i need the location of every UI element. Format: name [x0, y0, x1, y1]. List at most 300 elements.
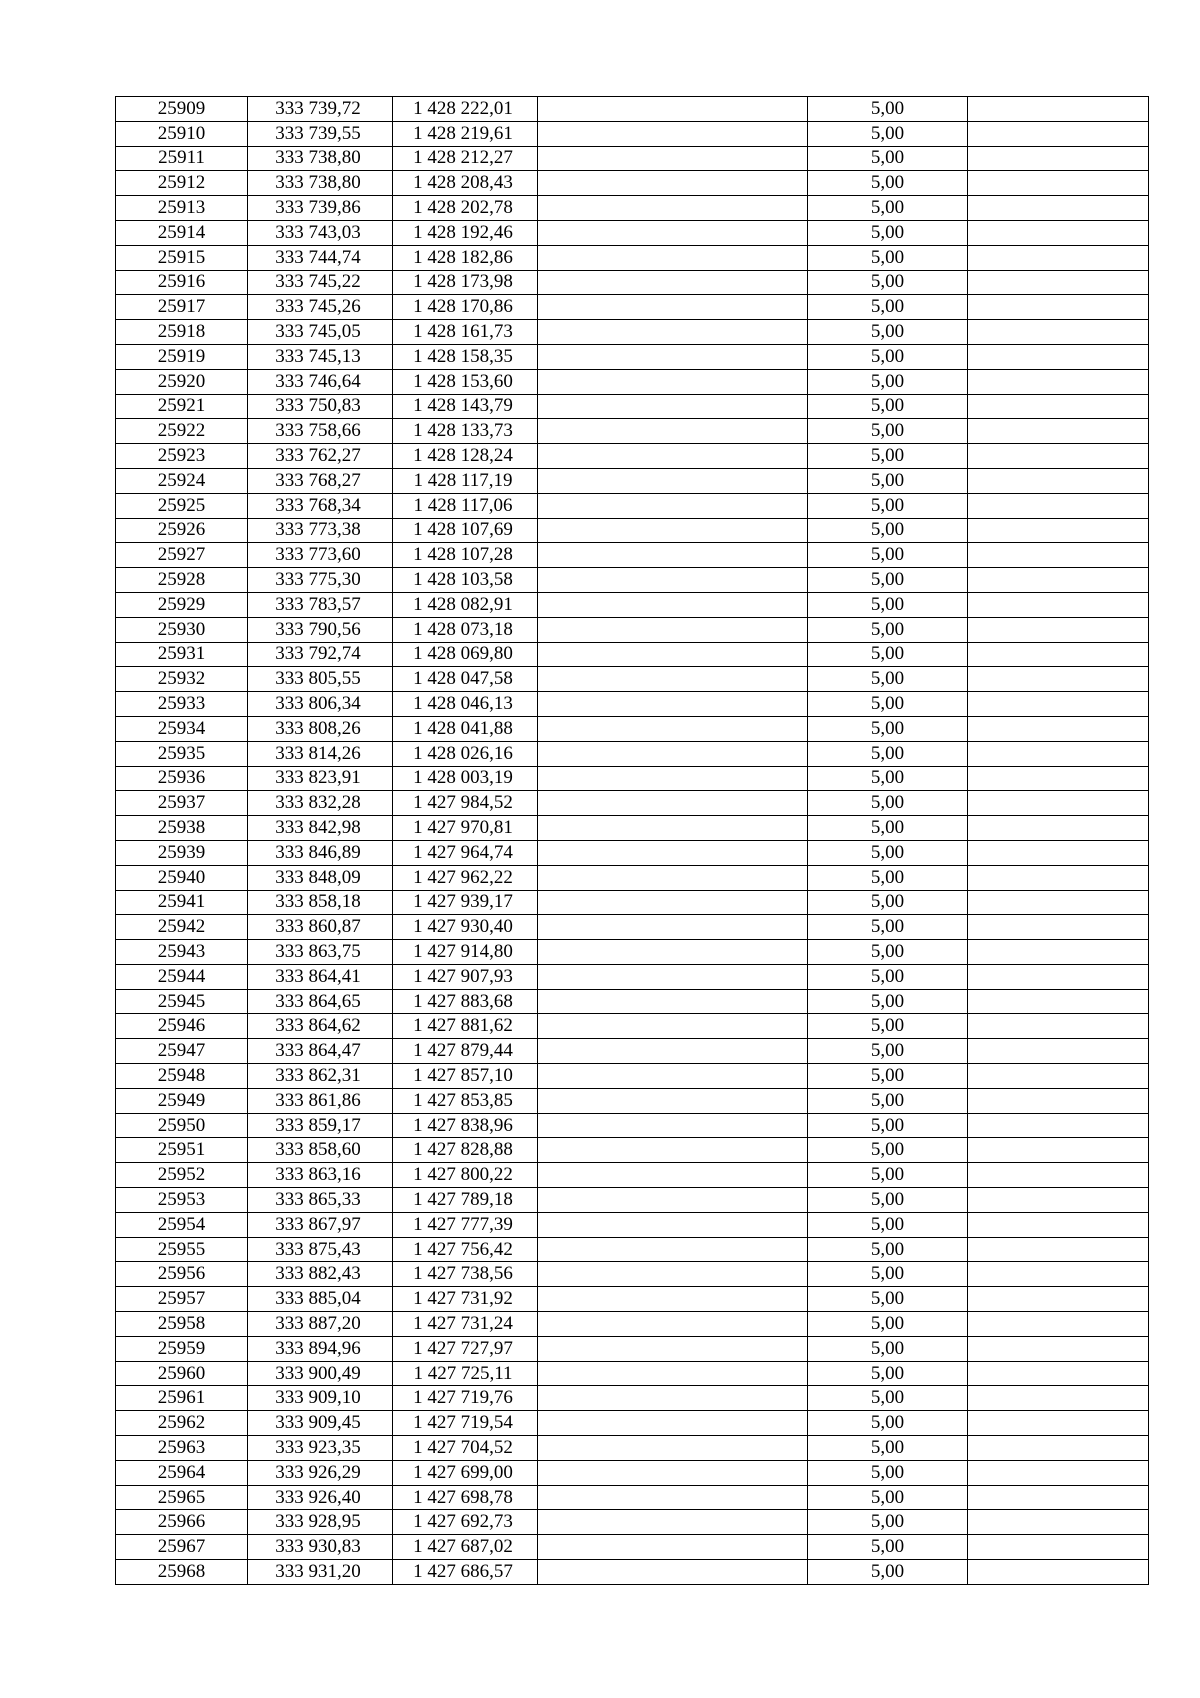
coordinate-x-cell: 1 428 208,43: [393, 171, 538, 196]
coordinate-y-cell: 333 928,95: [248, 1510, 393, 1535]
coordinate-y-cell: 333 745,05: [248, 320, 393, 345]
empty-cell: [538, 989, 808, 1014]
point-number-cell: 25929: [116, 592, 248, 617]
value-cell: 5,00: [808, 171, 968, 196]
coordinate-y-cell: 333 894,96: [248, 1336, 393, 1361]
coordinate-x-cell: 1 427 881,62: [393, 1014, 538, 1039]
empty-cell: [968, 1336, 1149, 1361]
coordinate-y-cell: 333 745,13: [248, 344, 393, 369]
empty-cell: [968, 1436, 1149, 1461]
value-cell: 5,00: [808, 97, 968, 122]
point-number-cell: 25915: [116, 245, 248, 270]
point-number-cell: 25934: [116, 716, 248, 741]
empty-cell: [538, 716, 808, 741]
value-cell: 5,00: [808, 1510, 968, 1535]
empty-cell: [968, 692, 1149, 717]
empty-cell: [968, 394, 1149, 419]
coordinate-x-cell: 1 428 173,98: [393, 270, 538, 295]
coordinate-y-cell: 333 758,66: [248, 419, 393, 444]
coordinate-x-cell: 1 427 962,22: [393, 865, 538, 890]
empty-cell: [538, 1039, 808, 1064]
table-row: [116, 1014, 1149, 1039]
empty-cell: [538, 1188, 808, 1213]
empty-cell: [538, 1163, 808, 1188]
value-cell: 5,00: [808, 1138, 968, 1163]
coordinate-x-cell: 1 427 907,93: [393, 964, 538, 989]
value-cell: 5,00: [808, 1535, 968, 1560]
coordinate-x-cell: 1 428 170,86: [393, 295, 538, 320]
empty-cell: [538, 642, 808, 667]
coordinate-x-cell: 1 428 073,18: [393, 617, 538, 642]
point-number-cell: 25935: [116, 741, 248, 766]
coordinate-x-cell: 1 428 192,46: [393, 220, 538, 245]
coordinate-x-cell: 1 427 725,11: [393, 1361, 538, 1386]
value-cell: 5,00: [808, 1163, 968, 1188]
point-number-cell: 25917: [116, 295, 248, 320]
table-body: [116, 97, 1149, 1585]
empty-cell: [538, 369, 808, 394]
empty-cell: [968, 716, 1149, 741]
table-row: [116, 270, 1149, 295]
empty-cell: [538, 344, 808, 369]
empty-cell: [538, 146, 808, 171]
empty-cell: [538, 1088, 808, 1113]
point-number-cell: 25960: [116, 1361, 248, 1386]
empty-cell: [538, 568, 808, 593]
empty-cell: [538, 1510, 808, 1535]
coordinate-y-cell: 333 848,09: [248, 865, 393, 890]
empty-cell: [538, 1336, 808, 1361]
coordinates-table: [115, 96, 1149, 1585]
empty-cell: [968, 1064, 1149, 1089]
coordinate-y-cell: 333 926,40: [248, 1485, 393, 1510]
coordinate-x-cell: 1 428 046,13: [393, 692, 538, 717]
empty-cell: [538, 741, 808, 766]
value-cell: 5,00: [808, 568, 968, 593]
value-cell: 5,00: [808, 419, 968, 444]
empty-cell: [538, 320, 808, 345]
value-cell: 5,00: [808, 642, 968, 667]
coordinate-y-cell: 333 775,30: [248, 568, 393, 593]
table-row: [116, 245, 1149, 270]
empty-cell: [968, 915, 1149, 940]
coordinate-x-cell: 1 427 687,02: [393, 1535, 538, 1560]
value-cell: 5,00: [808, 667, 968, 692]
empty-cell: [968, 791, 1149, 816]
point-number-cell: 25909: [116, 97, 248, 122]
value-cell: 5,00: [808, 1262, 968, 1287]
empty-cell: [538, 196, 808, 221]
coordinate-x-cell: 1 428 212,27: [393, 146, 538, 171]
coordinate-x-cell: 1 427 727,97: [393, 1336, 538, 1361]
coordinate-x-cell: 1 428 219,61: [393, 121, 538, 146]
table-row: [116, 592, 1149, 617]
coordinate-y-cell: 333 773,38: [248, 518, 393, 543]
coordinate-x-cell: 1 427 838,96: [393, 1113, 538, 1138]
value-cell: 5,00: [808, 518, 968, 543]
value-cell: 5,00: [808, 543, 968, 568]
empty-cell: [538, 1014, 808, 1039]
point-number-cell: 25951: [116, 1138, 248, 1163]
value-cell: 5,00: [808, 692, 968, 717]
empty-cell: [968, 444, 1149, 469]
point-number-cell: 25940: [116, 865, 248, 890]
table-row: [116, 444, 1149, 469]
table-row: [116, 667, 1149, 692]
empty-cell: [968, 1014, 1149, 1039]
empty-cell: [968, 171, 1149, 196]
empty-cell: [968, 295, 1149, 320]
table-row: [116, 171, 1149, 196]
value-cell: 5,00: [808, 766, 968, 791]
empty-cell: [968, 1312, 1149, 1337]
empty-cell: [538, 419, 808, 444]
coordinate-x-cell: 1 428 182,86: [393, 245, 538, 270]
coordinate-x-cell: 1 428 153,60: [393, 369, 538, 394]
table-row: [116, 1039, 1149, 1064]
value-cell: 5,00: [808, 369, 968, 394]
empty-cell: [968, 1212, 1149, 1237]
point-number-cell: 25925: [116, 493, 248, 518]
coordinate-x-cell: 1 427 692,73: [393, 1510, 538, 1535]
point-number-cell: 25949: [116, 1088, 248, 1113]
table-row: [116, 741, 1149, 766]
empty-cell: [538, 468, 808, 493]
point-number-cell: 25910: [116, 121, 248, 146]
value-cell: 5,00: [808, 989, 968, 1014]
coordinate-y-cell: 333 806,34: [248, 692, 393, 717]
coordinate-x-cell: 1 428 103,58: [393, 568, 538, 593]
empty-cell: [968, 840, 1149, 865]
value-cell: 5,00: [808, 1237, 968, 1262]
point-number-cell: 25939: [116, 840, 248, 865]
coordinate-y-cell: 333 882,43: [248, 1262, 393, 1287]
point-number-cell: 25952: [116, 1163, 248, 1188]
empty-cell: [968, 667, 1149, 692]
empty-cell: [968, 419, 1149, 444]
empty-cell: [538, 1113, 808, 1138]
empty-cell: [968, 642, 1149, 667]
table-row: [116, 121, 1149, 146]
empty-cell: [538, 493, 808, 518]
empty-cell: [968, 1287, 1149, 1312]
coordinate-x-cell: 1 427 939,17: [393, 890, 538, 915]
coordinate-x-cell: 1 428 161,73: [393, 320, 538, 345]
table-row: [116, 766, 1149, 791]
value-cell: 5,00: [808, 493, 968, 518]
empty-cell: [968, 1535, 1149, 1560]
coordinate-y-cell: 333 773,60: [248, 543, 393, 568]
empty-cell: [968, 592, 1149, 617]
empty-cell: [538, 1237, 808, 1262]
empty-cell: [538, 518, 808, 543]
point-number-cell: 25942: [116, 915, 248, 940]
empty-cell: [538, 444, 808, 469]
table-row: [116, 493, 1149, 518]
table-row: [116, 692, 1149, 717]
coordinate-x-cell: 1 427 719,54: [393, 1411, 538, 1436]
coordinate-y-cell: 333 768,27: [248, 468, 393, 493]
empty-cell: [538, 220, 808, 245]
coordinate-y-cell: 333 863,16: [248, 1163, 393, 1188]
empty-cell: [538, 1535, 808, 1560]
coordinate-x-cell: 1 427 853,85: [393, 1088, 538, 1113]
value-cell: 5,00: [808, 592, 968, 617]
coordinate-x-cell: 1 427 698,78: [393, 1485, 538, 1510]
table-row: [116, 518, 1149, 543]
empty-cell: [538, 766, 808, 791]
table-row: [116, 840, 1149, 865]
table-row: [116, 1460, 1149, 1485]
table-row: [116, 989, 1149, 1014]
table-row: [116, 146, 1149, 171]
table-row: [116, 940, 1149, 965]
point-number-cell: 25954: [116, 1212, 248, 1237]
coordinate-y-cell: 333 865,33: [248, 1188, 393, 1213]
coordinate-x-cell: 1 428 082,91: [393, 592, 538, 617]
coordinate-x-cell: 1 427 731,92: [393, 1287, 538, 1312]
table-row: [116, 791, 1149, 816]
value-cell: 5,00: [808, 1212, 968, 1237]
point-number-cell: 25956: [116, 1262, 248, 1287]
empty-cell: [538, 865, 808, 890]
table-row: [116, 1088, 1149, 1113]
table-row: [116, 1560, 1149, 1585]
empty-cell: [538, 543, 808, 568]
point-number-cell: 25924: [116, 468, 248, 493]
empty-cell: [968, 196, 1149, 221]
coordinate-x-cell: 1 428 222,01: [393, 97, 538, 122]
empty-cell: [968, 741, 1149, 766]
value-cell: 5,00: [808, 1386, 968, 1411]
coordinate-x-cell: 1 427 800,22: [393, 1163, 538, 1188]
value-cell: 5,00: [808, 1485, 968, 1510]
coordinate-x-cell: 1 427 879,44: [393, 1039, 538, 1064]
coordinate-y-cell: 333 832,28: [248, 791, 393, 816]
point-number-cell: 25965: [116, 1485, 248, 1510]
coordinate-y-cell: 333 743,03: [248, 220, 393, 245]
empty-cell: [968, 518, 1149, 543]
coordinate-y-cell: 333 860,87: [248, 915, 393, 940]
coordinate-y-cell: 333 783,57: [248, 592, 393, 617]
table-row: [116, 1064, 1149, 1089]
table-row: [116, 1287, 1149, 1312]
coordinate-y-cell: 333 738,80: [248, 171, 393, 196]
coordinate-y-cell: 333 864,47: [248, 1039, 393, 1064]
value-cell: 5,00: [808, 1014, 968, 1039]
table-row: [116, 1386, 1149, 1411]
value-cell: 5,00: [808, 940, 968, 965]
value-cell: 5,00: [808, 270, 968, 295]
value-cell: 5,00: [808, 1560, 968, 1585]
coordinate-x-cell: 1 428 107,28: [393, 543, 538, 568]
coordinate-x-cell: 1 427 828,88: [393, 1138, 538, 1163]
point-number-cell: 25961: [116, 1386, 248, 1411]
empty-cell: [538, 1485, 808, 1510]
empty-cell: [538, 245, 808, 270]
table-row: [116, 1262, 1149, 1287]
coordinate-x-cell: 1 428 047,58: [393, 667, 538, 692]
coordinate-y-cell: 333 805,55: [248, 667, 393, 692]
coordinate-y-cell: 333 887,20: [248, 1312, 393, 1337]
table-row: [116, 468, 1149, 493]
point-number-cell: 25937: [116, 791, 248, 816]
point-number-cell: 25911: [116, 146, 248, 171]
coordinate-x-cell: 1 427 777,39: [393, 1212, 538, 1237]
coordinate-y-cell: 333 858,18: [248, 890, 393, 915]
empty-cell: [968, 1188, 1149, 1213]
coordinate-y-cell: 333 864,62: [248, 1014, 393, 1039]
empty-cell: [538, 840, 808, 865]
table-row: [116, 543, 1149, 568]
empty-cell: [968, 1262, 1149, 1287]
table-row: [116, 915, 1149, 940]
table-row: [116, 1113, 1149, 1138]
coordinate-x-cell: 1 428 158,35: [393, 344, 538, 369]
coordinate-y-cell: 333 768,34: [248, 493, 393, 518]
empty-cell: [968, 1088, 1149, 1113]
empty-cell: [968, 344, 1149, 369]
table-row: [116, 890, 1149, 915]
empty-cell: [538, 940, 808, 965]
point-number-cell: 25957: [116, 1287, 248, 1312]
empty-cell: [538, 1262, 808, 1287]
table-row: [116, 344, 1149, 369]
value-cell: 5,00: [808, 1113, 968, 1138]
table-row: [116, 394, 1149, 419]
table-row: [116, 320, 1149, 345]
value-cell: 5,00: [808, 1460, 968, 1485]
table-row: [116, 865, 1149, 890]
empty-cell: [538, 1560, 808, 1585]
empty-cell: [538, 1138, 808, 1163]
value-cell: 5,00: [808, 344, 968, 369]
value-cell: 5,00: [808, 964, 968, 989]
empty-cell: [968, 1460, 1149, 1485]
value-cell: 5,00: [808, 444, 968, 469]
value-cell: 5,00: [808, 890, 968, 915]
table-row: [116, 1237, 1149, 1262]
point-number-cell: 25930: [116, 617, 248, 642]
coordinate-x-cell: 1 428 117,19: [393, 468, 538, 493]
coordinate-x-cell: 1 427 984,52: [393, 791, 538, 816]
empty-cell: [968, 568, 1149, 593]
value-cell: 5,00: [808, 816, 968, 841]
coordinate-x-cell: 1 427 914,80: [393, 940, 538, 965]
coordinate-y-cell: 333 846,89: [248, 840, 393, 865]
point-number-cell: 25919: [116, 344, 248, 369]
empty-cell: [968, 1113, 1149, 1138]
empty-cell: [538, 1064, 808, 1089]
point-number-cell: 25950: [116, 1113, 248, 1138]
coordinate-y-cell: 333 861,86: [248, 1088, 393, 1113]
empty-cell: [538, 121, 808, 146]
point-number-cell: 25928: [116, 568, 248, 593]
point-number-cell: 25948: [116, 1064, 248, 1089]
empty-cell: [968, 1039, 1149, 1064]
empty-cell: [538, 964, 808, 989]
coordinate-x-cell: 1 428 107,69: [393, 518, 538, 543]
table-row: [116, 295, 1149, 320]
empty-cell: [538, 1287, 808, 1312]
point-number-cell: 25932: [116, 667, 248, 692]
coordinate-y-cell: 333 859,17: [248, 1113, 393, 1138]
table-row: [116, 1535, 1149, 1560]
coordinate-y-cell: 333 745,26: [248, 295, 393, 320]
coordinate-y-cell: 333 900,49: [248, 1361, 393, 1386]
empty-cell: [538, 1460, 808, 1485]
empty-cell: [968, 121, 1149, 146]
table-row: [116, 1138, 1149, 1163]
table-row: [116, 1188, 1149, 1213]
coordinate-x-cell: 1 428 026,16: [393, 741, 538, 766]
point-number-cell: 25966: [116, 1510, 248, 1535]
value-cell: 5,00: [808, 1188, 968, 1213]
coordinate-x-cell: 1 427 930,40: [393, 915, 538, 940]
value-cell: 5,00: [808, 716, 968, 741]
coordinate-x-cell: 1 427 686,57: [393, 1560, 538, 1585]
empty-cell: [538, 667, 808, 692]
empty-cell: [968, 270, 1149, 295]
empty-cell: [538, 1312, 808, 1337]
table-row: [116, 1212, 1149, 1237]
empty-cell: [968, 97, 1149, 122]
coordinate-x-cell: 1 428 117,06: [393, 493, 538, 518]
value-cell: 5,00: [808, 1411, 968, 1436]
point-number-cell: 25946: [116, 1014, 248, 1039]
table-row: [116, 964, 1149, 989]
value-cell: 5,00: [808, 468, 968, 493]
coordinate-y-cell: 333 750,83: [248, 394, 393, 419]
coordinate-x-cell: 1 427 756,42: [393, 1237, 538, 1262]
table-row: [116, 816, 1149, 841]
coordinate-x-cell: 1 427 970,81: [393, 816, 538, 841]
value-cell: 5,00: [808, 320, 968, 345]
point-number-cell: 25945: [116, 989, 248, 1014]
coordinate-y-cell: 333 923,35: [248, 1436, 393, 1461]
coordinate-y-cell: 333 909,10: [248, 1386, 393, 1411]
empty-cell: [968, 989, 1149, 1014]
coordinate-y-cell: 333 875,43: [248, 1237, 393, 1262]
point-number-cell: 25926: [116, 518, 248, 543]
table-row: [116, 1163, 1149, 1188]
table-row: [116, 1411, 1149, 1436]
table-row: [116, 568, 1149, 593]
coordinate-x-cell: 1 427 731,24: [393, 1312, 538, 1337]
point-number-cell: 25914: [116, 220, 248, 245]
coordinate-x-cell: 1 427 719,76: [393, 1386, 538, 1411]
empty-cell: [538, 816, 808, 841]
table-row: [116, 642, 1149, 667]
table-row: [116, 369, 1149, 394]
coordinate-y-cell: 333 808,26: [248, 716, 393, 741]
coordinate-y-cell: 333 885,04: [248, 1287, 393, 1312]
point-number-cell: 25936: [116, 766, 248, 791]
coordinate-x-cell: 1 428 069,80: [393, 642, 538, 667]
table-row: [116, 1312, 1149, 1337]
point-number-cell: 25912: [116, 171, 248, 196]
value-cell: 5,00: [808, 1287, 968, 1312]
coordinate-y-cell: 333 864,65: [248, 989, 393, 1014]
coordinate-y-cell: 333 867,97: [248, 1212, 393, 1237]
empty-cell: [968, 369, 1149, 394]
point-number-cell: 25920: [116, 369, 248, 394]
coordinate-x-cell: 1 427 789,18: [393, 1188, 538, 1213]
point-number-cell: 25944: [116, 964, 248, 989]
point-number-cell: 25938: [116, 816, 248, 841]
point-number-cell: 25918: [116, 320, 248, 345]
coordinate-y-cell: 333 762,27: [248, 444, 393, 469]
